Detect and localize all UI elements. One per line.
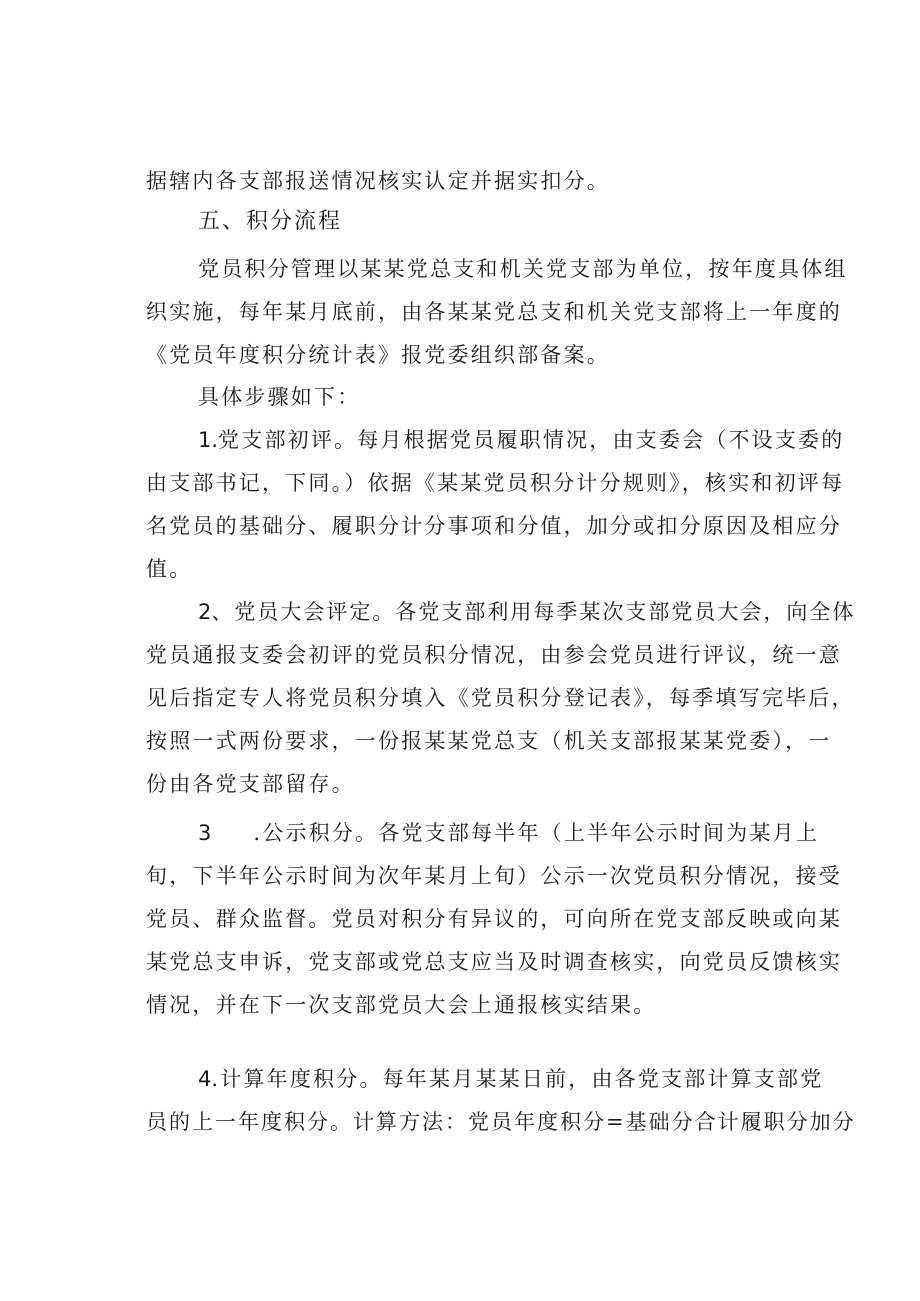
step3-line-1 <box>198 818 819 848</box>
step1-number: 1. <box>198 428 219 452</box>
step3-line-2: 旬，下半年公示时间为次年某月上旬）公示一次党员积分情况，接受 <box>146 864 842 888</box>
step3-number: 3 <box>198 821 212 845</box>
section-heading: 五、积分流程 <box>198 209 343 234</box>
step3-line-5: 情况，并在下一次支部党员大会上通报核实结果。 <box>146 993 657 1017</box>
step3-line-3: 党员、群众监督。党员对积分有异议的，可向所在党支部反映或向某 <box>146 907 842 931</box>
step1-line-2: 由支部书记，下同。）依据《某某党员积分计分规则》，核实和初评每 <box>146 471 845 495</box>
step2-number: 2 <box>198 600 212 624</box>
paragraph-prev-line-1: 据辖内各支部报送情况核实认定并据实扣分。 <box>146 169 610 193</box>
step4-line-1 <box>198 1064 823 1094</box>
step1-line-4: 值。 <box>146 557 193 581</box>
intro-line-1: 党员积分管理以某某党总支和机关党支部为单位，按年度具体组 <box>198 257 848 281</box>
step4-text-1: .计算年度积分。每年某月某某日前，由各党支部计算支部党 <box>211 1067 824 1091</box>
step2-line-5: 份由各党支部留存。 <box>146 772 355 796</box>
step4-line-2: 员的上一年度积分。计算方法：党员年度积分=基础分合计履职分加分 <box>146 1110 856 1134</box>
step3-text-1: .公示积分。各党支部每半年（上半年公示时间为某月上 <box>253 821 820 845</box>
step2-line-2: 党员通报支委会初评的党员积分情况，由参会党员进行评议，统一意 <box>146 643 842 667</box>
intro-line-2: 织实施，每年某月底前，由各某某党总支和机关党支部将上一年度的 <box>146 300 842 324</box>
step2-line-1 <box>198 597 855 627</box>
step4-number: 4 <box>198 1067 212 1091</box>
step2-text-1: 、党员大会评定。各党支部利用每季某次支部党员大会，向全体 <box>211 600 856 624</box>
step2-line-4: 按照一式两份要求，一份报某某党总支（机关支部报某某党委），一 <box>146 729 832 753</box>
step2-line-3: 见后指定专人将党员积分填入《党员积分登记表》，每季填写完毕后， <box>146 686 855 710</box>
step1-line-1 <box>198 425 844 455</box>
step1-text-1: 党支部初评。每月根据党员履职情况，由支委会（不设支委的 <box>218 428 845 452</box>
step1-line-3: 名党员的基础分、履职分计分事项和分值，加分或扣分原因及相应分 <box>146 514 842 538</box>
step3-line-4: 某党总支申诉，党支部或党总支应当及时调查核实，向党员反馈核实 <box>146 950 842 974</box>
intro-line-3: 《党员年度积分统计表》报党委组织部备案。 <box>146 343 610 367</box>
steps-intro: 具体步骤如下： <box>198 385 361 409</box>
